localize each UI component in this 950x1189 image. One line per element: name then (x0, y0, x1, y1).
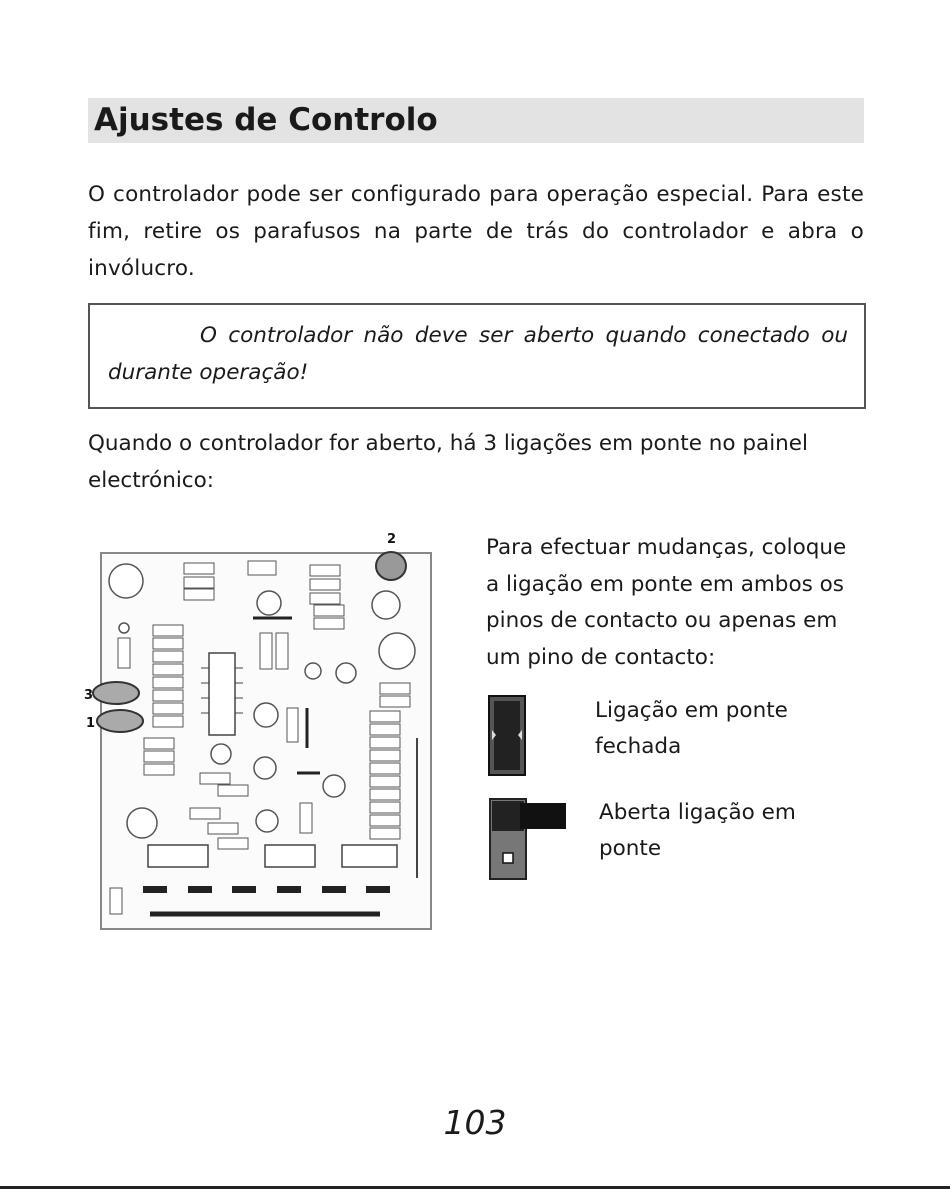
warning-text: O controlador não deve ser aberto quando conectado ou durante operação! (108, 323, 848, 385)
bridges-paragraph: Quando o controlador for aberto, há 3 ligações em ponte no painel electrónico: (88, 431, 809, 493)
board-marker-1: 1 (86, 716, 96, 731)
board-marker-3: 3 (84, 688, 94, 703)
intro-paragraph: O controlador pode ser configurado para operação especial. Para este fim, retire os parafusos na parte de trás do controlador e abra o invólucro. (88, 182, 864, 281)
section-title-bar (88, 98, 864, 143)
warning-box (88, 303, 866, 409)
closed-jumper-icon (488, 695, 528, 777)
open-jumper-icon (488, 797, 570, 881)
page-title: Ajustes de Controlo (94, 102, 438, 138)
board-marker-2: 2 (387, 533, 397, 547)
legend-closed-label: Ligação em ponte fechada (595, 698, 788, 759)
instructions-paragraph: Para efectuar mudanças, coloque a ligação em ponte em ambos os pinos de contacto ou apenas em um pino de contacto: (486, 535, 847, 670)
legend-open-label: Aberta ligação em ponte (599, 800, 796, 861)
page-number: 103 (443, 1103, 507, 1142)
circuit-board-diagram (80, 533, 440, 933)
